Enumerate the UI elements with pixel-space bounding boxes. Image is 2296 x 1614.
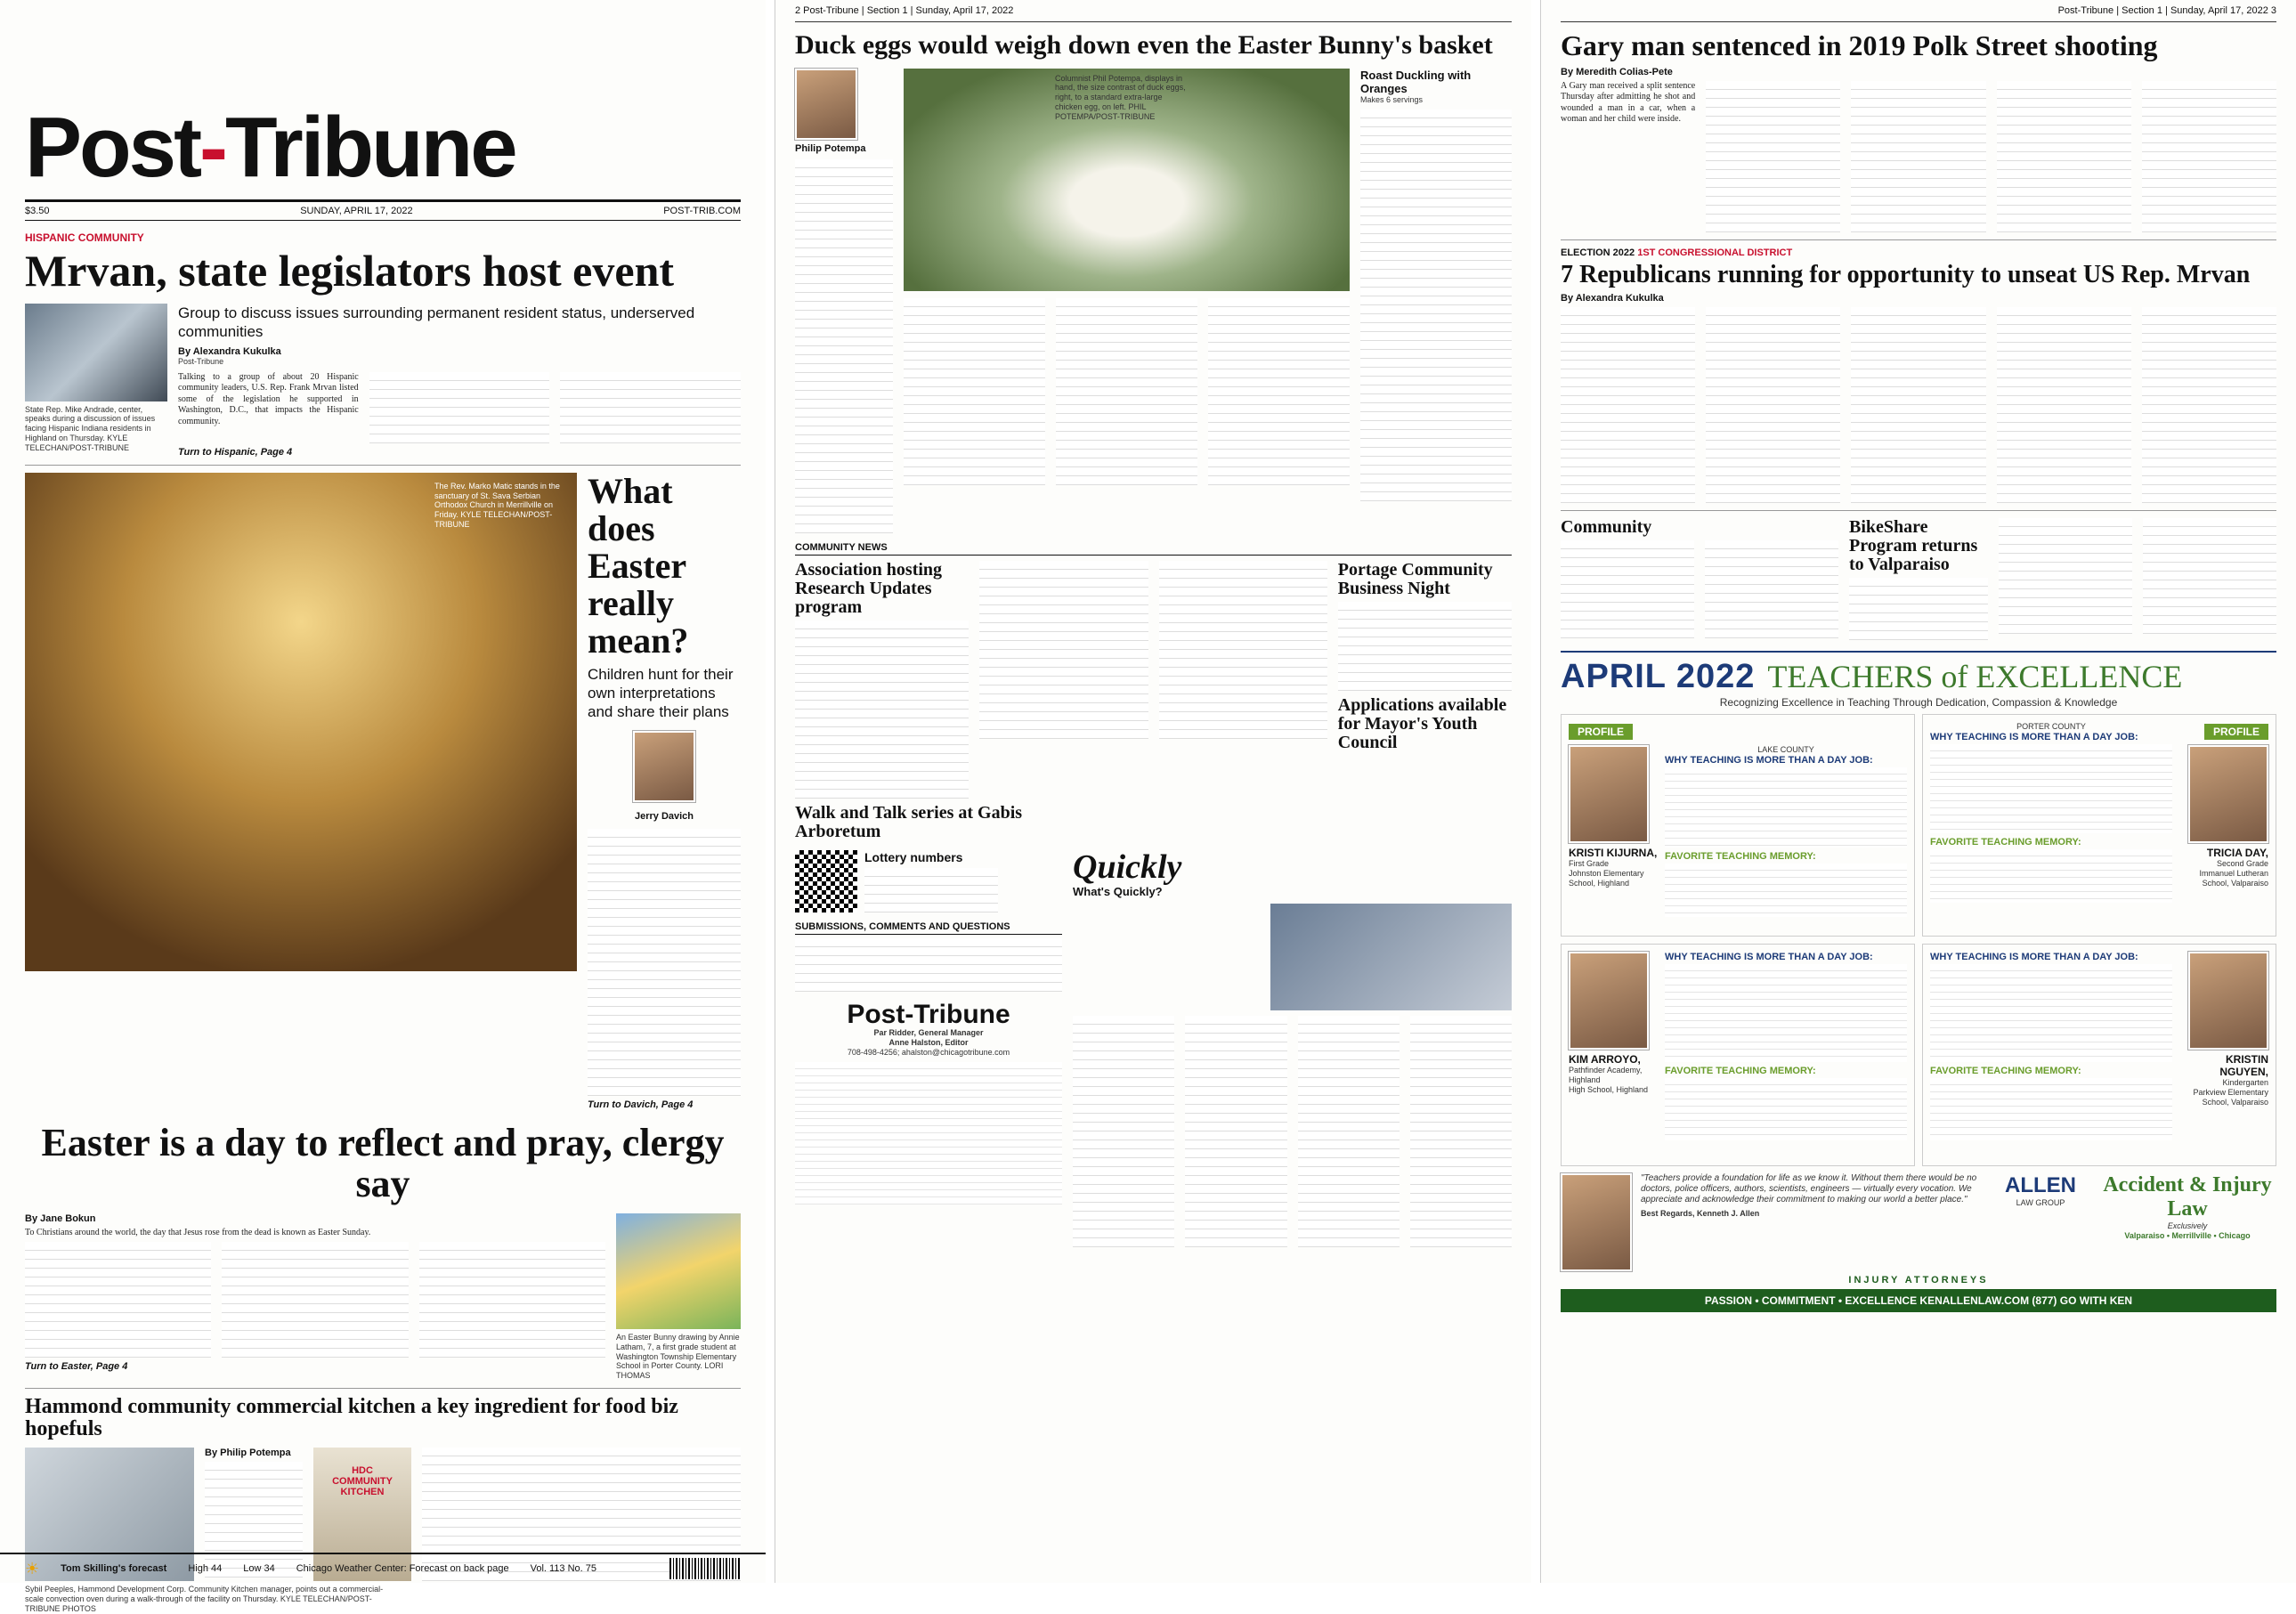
kitchen-sign: HDC COMMUNITY KITCHEN [332,1465,393,1498]
teacher-role: Kindergarten [2222,1078,2268,1088]
teacher-photo [1569,952,1649,1050]
allen-logo[interactable]: ALLEN [2005,1173,2076,1198]
why-teaching-heading: WHY TEACHING IS MORE THAN A DAY JOB: [1665,755,1873,766]
teachers-of-excellence-ad [1561,651,2276,1312]
lead-body: Talking to a group of about 20 Hispanic community leaders, U.S. Rep. Frank Mrvan listed some of the legislation he supported in Washington, D.C., that impacts the Hispanic community. [178,371,359,426]
weather-title[interactable]: Tom Skilling's forecast [61,1563,167,1574]
columnist-headshot [633,731,695,802]
kicker: HISPANIC COMMUNITY [25,231,144,244]
teacher-school: Johnston Elementary School, Highland [1569,869,1644,888]
teacher-name: KRISTI KIJURNA, [1569,847,1658,860]
masthead-small: Post-Tribune [847,999,1010,1029]
masthead-tribune: Tribune [225,100,515,195]
price: $3.50 [25,206,50,216]
columnist-name: Jerry Davich [634,810,694,822]
easter-headline[interactable]: Easter is a day to reflect and pray, clergy say [41,1120,725,1205]
site-url[interactable]: POST-TRIB.COM [663,206,741,216]
favorite-memory-heading: FAVORITE TEACHING MEMORY: [1930,837,2081,848]
lead-body-col2 [369,372,550,443]
dateline [25,199,741,221]
teacher-school: High School, Highland [1569,1084,1649,1094]
quickly-photo [1270,904,1512,1010]
page3-folio: Post-Tribune | Section 1 | Sunday, April 17, 2022 3 [2057,5,2276,16]
easter-byline: By Jane Bokun [25,1213,96,1224]
bunny-drawing [616,1213,741,1329]
kitchen-byline: By Philip Potempa [205,1448,291,1459]
page-two [775,0,1531,1583]
attorney-photo [1561,1173,1632,1271]
recipe-title: Roast Duckling with Oranges [1360,68,1472,95]
injury-exclusive: Exclusively [2167,1221,2208,1231]
page2-header [795,0,1512,22]
why-teaching-heading: WHY TEACHING IS MORE THAN A DAY JOB: [1930,732,2138,743]
easter-jump[interactable]: Turn to Easter, Page 4 [25,1361,128,1373]
easter-column-body [588,829,741,1096]
lead-source: Post-Tribune [178,357,224,366]
allen-logo-sub: LAW GROUP [2016,1198,2065,1208]
lead-jump[interactable]: Turn to Hispanic, Page 4 [178,446,293,458]
page3-header [1561,0,2276,22]
quickly-heading: Quickly [1073,848,1182,886]
community-news-label: COMMUNITY NEWS [795,542,1512,556]
teacher-photo [2188,952,2268,1050]
masthead [25,100,741,195]
page-three [1540,0,2296,1583]
volume-number: Vol. 113 No. 75 [530,1563,596,1574]
election-label: ELECTION 2022 [1561,247,1635,258]
teacher-profile-1 [1561,714,1915,937]
easter-question-headline[interactable]: What does Easter really mean? [588,470,689,661]
news-research-updates[interactable]: Association hosting Research Updates program [795,559,943,617]
gary-byline: By Meredith Colias-Pete [1561,66,1673,77]
teacher-school: Parkview Elementary School, Valparaiso [2193,1088,2268,1107]
election-headline[interactable]: 7 Republicans running for opportunity to unseat US Rep. Mrvan [1561,260,2251,288]
injury-cities: Valparaiso • Merrillville • Chicago [2124,1231,2251,1241]
election-label-row [1561,247,2276,258]
weather-note: Chicago Weather Center: Forecast on back page [296,1563,509,1574]
teacher-county: PORTER COUNTY [2016,722,2086,732]
news-youth-council[interactable]: Applications available for Mayor's Youth Council [1337,694,1507,752]
allen-footer-bar[interactable]: PASSION • COMMITMENT • EXCELLENCE KENALLENLAW.COM (877) GO WITH KEN [1561,1289,2276,1312]
barcode-icon [669,1558,741,1579]
election-byline: By Alexandra Kukulka [1561,292,1664,304]
teacher-photo [2188,745,2268,843]
lead-caption: State Rep. Mike Andrade, center, speaks during a discussion of issues facing Hispanic Indiana residents in Highland on Thursday. KYLE TELECHAN/POST-TRIBUNE [25,404,156,452]
teacher-profile-2 [1922,714,2276,937]
attorney-signature: Best Regards, Kenneth J. Allen [1641,1209,1760,1219]
news-portage-business[interactable]: Portage Community Business Night [1337,559,1493,598]
teacher-name: KRISTIN NGUYEN, [2219,1053,2268,1079]
weather-footer [0,1553,766,1583]
tex-tagline: Recognizing Excellence in Teaching Through Dedication, Compassion & Knowledge [1719,695,2118,709]
weather-high: High 44 [188,1563,223,1574]
teacher-profile-4 [1922,944,2276,1166]
tex-month: APRIL 2022 [1561,657,1756,695]
lead-headline[interactable]: Mrvan, state legislators host event [25,246,675,296]
quickly-subheading: What's Quickly? [1073,885,1163,899]
gary-headline[interactable]: Gary man sentenced in 2019 Polk Street shooting [1561,29,2158,61]
duck-eggs-caption: Columnist Phil Potempa, displays in hand, the size contrast of duck eggs, right, to a standard extra-large chicken egg, on left. PHIL POTEMPA/POST-TRIBUNE [1055,73,1186,121]
recipe-servings: Makes 6 servings [1360,94,1424,104]
lead-body-col3 [560,372,741,443]
why-teaching-heading: WHY TEACHING IS MORE THAN A DAY JOB: [1930,952,2138,963]
editor: Anne Halston, Editor [888,1037,969,1047]
masthead-post: Post [25,100,200,195]
teacher-profile-3 [1561,944,1915,1166]
submissions-label: SUBMISSIONS, COMMENTS AND QUESTIONS [795,921,1062,935]
kitchen-caption: Sybil Peeples, Hammond Development Corp. Community Kitchen manager, points out a commercial-scale convection oven during a walk-through of the facility on Thursday. KYLE TELECHAN/POST-TRIBUNE PHOTOS [25,1585,384,1613]
favorite-memory-heading: FAVORITE TEACHING MEMORY: [1665,1066,1816,1077]
editor-contact[interactable]: 708-498-4256; ahalston@chicagotribune.com [847,1047,1010,1057]
tex-title: TEACHERS of EXCELLENCE [1767,658,2183,694]
front-page [0,0,766,1613]
teacher-role: Pathfinder Academy, Highland [1569,1066,1643,1085]
kitchen-headline[interactable]: Hammond community commercial kitchen a key ingredient for food biz hopefuls [25,1394,678,1441]
lead-deck: Group to discuss issues surrounding permanent resident status, underserved communities [178,304,695,340]
easter-column-jump[interactable]: Turn to Davich, Page 4 [588,1099,694,1110]
columnist-headshot [795,69,857,140]
bikeshare-headline[interactable]: BikeShare Program returns to Valparaiso [1849,516,1978,574]
general-manager: Par Ridder, General Manager [873,1028,984,1037]
page2-folio: 2 Post-Tribune | Section 1 | Sunday, April 17, 2022 [795,5,1014,16]
duck-eggs-headline[interactable]: Duck eggs would weigh down even the Easter Bunny's basket [795,30,1493,60]
teacher-name: KIM ARROYO, [1569,1053,1641,1067]
teacher-role: First Grade [1569,859,1610,869]
news-walk-and-talk-head[interactable]: Walk and Talk series at Gabis Arboretum [795,802,1023,841]
weather-low: Low 34 [243,1563,275,1574]
favorite-memory-heading: FAVORITE TEACHING MEMORY: [1930,1066,2081,1077]
columnist-name: Philip Potempa [795,142,866,154]
sun-icon: ☀ [25,1559,40,1578]
attorney-quote: "Teachers provide a foundation for life as we know it. Without them there would be no doctors, police officers, authors, scientists, engineers — virtually every vocation. We appreciate and acknowledge their commitment to making our world a better place." [1641,1173,1977,1205]
favorite-memory-heading: FAVORITE TEACHING MEMORY: [1665,851,1816,863]
lead-photo [25,304,167,401]
why-teaching-heading: WHY TEACHING IS MORE THAN A DAY JOB: [1665,952,1873,963]
injury-law-title[interactable]: Accident & Injury Law [2103,1173,2272,1221]
gary-body: A Gary man received a split sentence Thursday after admitting he shot and wounded a man in a car, when a woman and her child were inside. [1561,80,1696,125]
qr-code-icon[interactable] [795,850,857,912]
lead-byline: By Alexandra Kukulka [178,346,281,357]
priest-photo [25,473,577,971]
bunny-caption: An Easter Bunny drawing by Annie Latham, 7, a first grade student at Washington Township Elementary School in Porter County. LORI THOMAS [616,1332,740,1381]
profile-tag: PROFILE [1569,724,1633,740]
injury-attorneys-label: INJURY ATTORNEYS [1848,1275,1989,1286]
teacher-county: LAKE COUNTY [1757,745,1814,755]
issue-date: SUNDAY, APRIL 17, 2022 [300,206,413,216]
duck-eggs-photo [904,69,1350,291]
masthead-hyphen: - [199,100,225,195]
teacher-photo [1569,745,1649,843]
easter-body: To Christians around the world, the day that Jesus rose from the dead is known as Easter Sunday. [25,1227,371,1237]
teacher-name: TRICIA DAY, [2206,847,2268,860]
teacher-school: Immanuel Lutheran School, Valparaiso [2199,869,2268,888]
community-jump-head[interactable]: Community [1561,516,1652,537]
priest-caption: The Rev. Marko Matic stands in the sanctuary of St. Sava Serbian Orthodox Church in Merrillville on Friday. KYLE TELECHAN/POST-TRIBUNE [434,481,560,529]
lottery-heading[interactable]: Lottery numbers [864,849,963,864]
easter-question-deck: Children hunt for their own interpretations and share their plans [588,665,734,721]
profile-tag: PROFILE [2204,724,2268,740]
election-district: 1ST CONGRESSIONAL DISTRICT [1637,247,1793,258]
teacher-role: Second Grade [2216,859,2268,869]
